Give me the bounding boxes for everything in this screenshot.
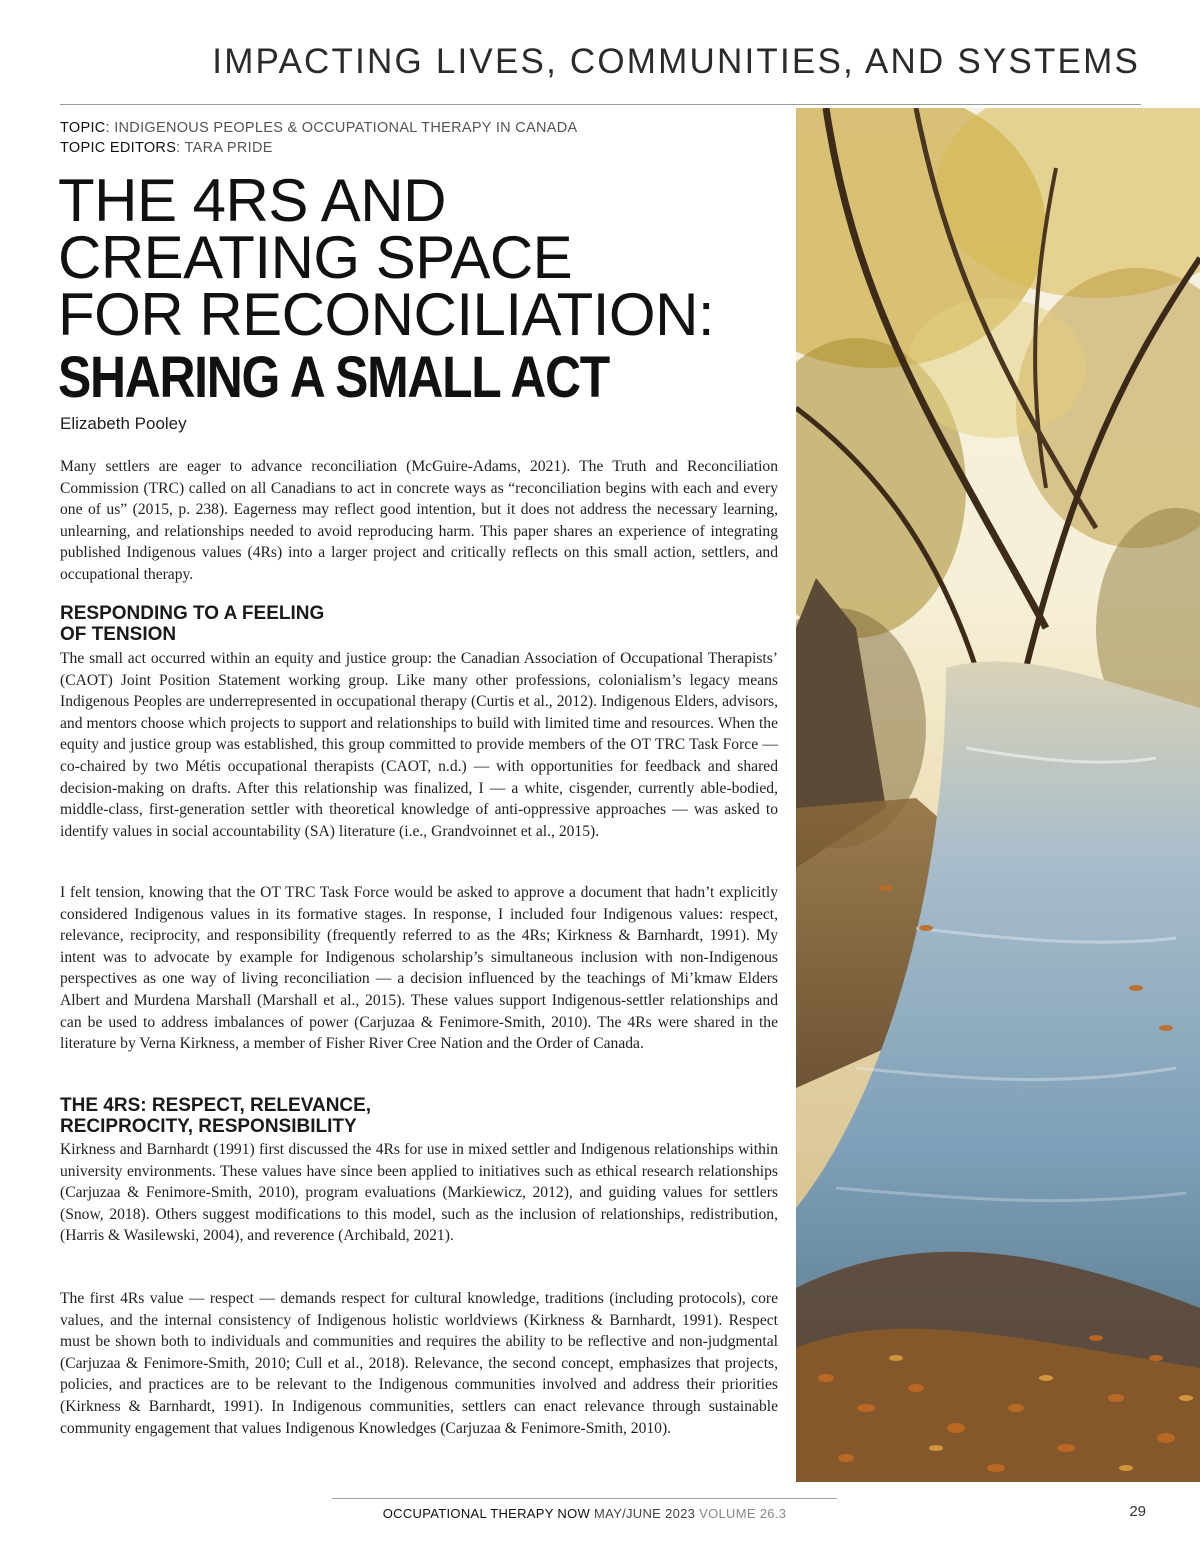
section-heading-4rs-line-2: RECIPROCITY, RESPONSIBILITY — [60, 1116, 357, 1137]
section-heading-tension — [60, 603, 480, 645]
body-paragraph: I felt tension, knowing that the OT TRC Task Force would be asked to approve a document that hadn’t explicitly considered Indigenous values in its formative stages. In response, I included four Indigenous values: respect, relevance, reciprocity, and responsibility (frequently referred to as the 4Rs; Kirkness & Barnhardt, 1991). My intent was to advocate by example for Indigenous scholarship’s simultaneous inclusion with non-Indigenous perspectives as one way of living reconciliation — a decision influenced by the teachings of Mi’kmaw Elders Albert and Murdena Marshall (Marshall et al., 2015). These values support Indigenous-settler relationships and can be used to address imbalances of power (Carjuzaa & Fenimore-Smith, 2010). The 4Rs were shared in the literature by Verna Kirkness, a member of Fisher River Cree Nation and the Order of Canada. — [60, 884, 778, 1053]
topic-editors-value: : TARA PRIDE — [176, 140, 273, 156]
section-heading-tension-line-2: OF TENSION — [60, 624, 177, 645]
page-number: 29 — [1129, 1503, 1146, 1520]
title-line-1: THE 4RS AND — [58, 167, 446, 234]
section-heading-4rs — [60, 1095, 480, 1137]
footer-date: MAY/JUNE 2023 — [593, 1506, 696, 1521]
header-divider — [60, 104, 1141, 105]
topic-line — [60, 120, 578, 136]
topic-label: TOPIC — [60, 120, 106, 136]
autumn-river-photo — [796, 108, 1200, 1482]
footer — [332, 1506, 837, 1521]
section-heading-4rs-line-1: THE 4RS: RESPECT, RELEVANCE, — [60, 1095, 372, 1116]
body-paragraph: The small act occurred within an equity and justice group: the Canadian Association of Occupational Therapists’ (CAOT) Joint Position Statement working group. Like many other professions, colonialism’s legacy means Indigenous Peoples are underrepresented in occupational therapy (Curtis et al., 2012). Indigenous Elders, advisors, and mentors choose which projects to support and relationships to build with limited time and resources. When the equity and justice group was established, this group committed to provide members of the OT TRC Task Force — co-chaired by two Métis occupational therapists (CAOT, n.d.) — with opportunities for feedback and shared decision-making on drafts. After this relationship was finalized, I — a white, cisgender, currently able-bodied, middle-class, first-generation settler with theoretical knowledge of anti-oppressive approaches — was asked to identify values in social accountability (SA) literature (i.e., Grandvoinnet et al., 2015). — [60, 650, 778, 840]
topic-editors-label: TOPIC EDITORS — [60, 140, 177, 156]
footer-divider — [332, 1498, 837, 1499]
article-title-bold: SHARING A SMALL ACT — [58, 345, 609, 410]
running-header-title: IMPACTING LIVES, COMMUNITIES, AND SYSTEMS — [212, 42, 1140, 81]
author-name: Elizabeth Pooley — [60, 414, 187, 433]
title-line-3: FOR RECONCILIATION: — [58, 281, 715, 348]
section-heading-tension-line-1: RESPONDING TO A FEELING — [60, 603, 325, 624]
footer-volume: VOLUME 26.3 — [699, 1506, 787, 1521]
body-paragraph: Kirkness and Barnhardt (1991) first discussed the 4Rs for use in mixed settler and Indigenous relationships within university environments. These values have since been applied to initiatives such as ethical research relationships (Carjuzaa & Fenimore-Smith, 2010), program evaluations (Markiewicz, 2012), and guiding values for settlers (Snow, 2018). Others suggest modifications to this model, such as the inclusion of relationships, redistribution, (Harris & Wasilewski, 2004), and reverence (Archibald, 2021). — [60, 1141, 778, 1245]
topic-value: : INDIGENOUS PEOPLES & OCCUPATIONAL THERAPY IN CANADA — [105, 120, 578, 136]
topic-editors-line — [60, 140, 273, 156]
article-title — [58, 167, 788, 348]
intro-paragraph: Many settlers are eager to advance reconciliation (McGuire-Adams, 2021). The Truth and Reconciliation Commission (TRC) called on all Canadians to act in concrete ways as “reconciliation begins with each and every one of us” (2015, p. 238). Eagerness may reflect good intention, but it does not address the necessary learning, unlearning, and relationships needed to avoid reproducing harm. This paper shares an experience of integrating published Indigenous values (4Rs) into a larger project and critically reflects on this small action, settlers, and occupational therapy. — [60, 458, 778, 583]
title-line-2: CREATING SPACE — [58, 224, 573, 291]
body-paragraph: The first 4Rs value — respect — demands respect for cultural knowledge, traditions (including protocols), core values, and the internal consistency of Indigenous holistic worldviews (Kirkness & Barnhardt, 1991). Respect must be shown both to individuals and communities and requires the ability to be reflective and non-judgmental (Carjuzaa & Fenimore-Smith, 2010; Cull et al., 2018). Relevance, the second concept, emphasizes that projects, policies, and practices are to be relevant to the Indigenous communities involved and address their priorities (Kirkness & Barnhardt, 1991). In Indigenous communities, settlers can enact relevance through sustainable community engagement that values Indigenous Knowledges (Carjuzaa & Fenimore-Smith, 2010). — [60, 1290, 778, 1437]
footer-journal: OCCUPATIONAL THERAPY NOW — [382, 1506, 591, 1521]
